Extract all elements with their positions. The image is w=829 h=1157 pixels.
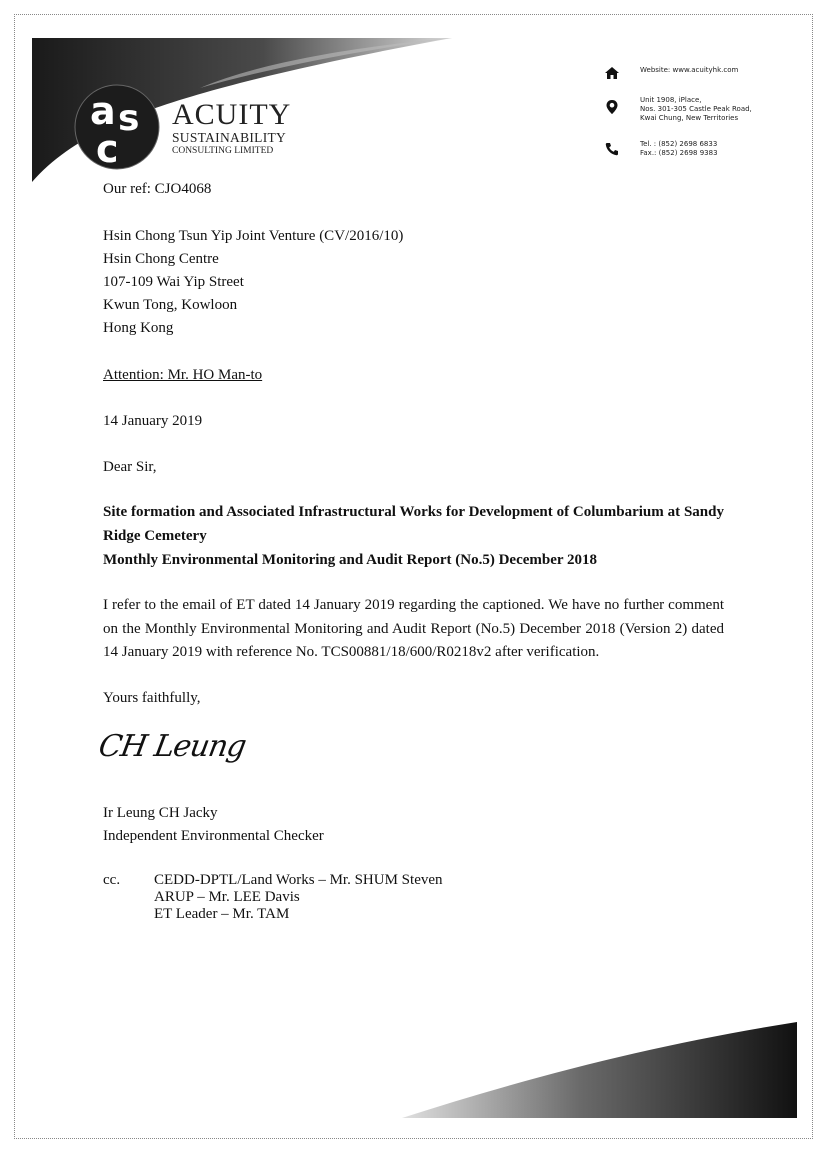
closing: Yours faithfully,	[103, 690, 201, 706]
home-icon	[604, 66, 620, 80]
svg-text:s: s	[118, 98, 140, 139]
company-name-line1: ACUITY	[172, 98, 292, 131]
recipient-line-5: Hong Kong	[103, 320, 174, 336]
address-line-2: Nos. 301-305 Castle Peak Road,	[640, 105, 752, 113]
subject-heading-report: Monthly Environmental Monitoring and Audit Report (No.5) December 2018	[103, 552, 598, 568]
cc-label: cc.	[103, 872, 121, 888]
company-name-line3: CONSULTING LIMITED	[172, 146, 274, 156]
fax-text: Fax.: (852) 2698 9383	[640, 149, 718, 157]
company-name-line2: SUSTAINABILITY	[172, 130, 287, 145]
svg-text:c: c	[96, 127, 119, 170]
recipient-line-2: Hsin Chong Centre	[103, 251, 219, 267]
website-text: Website: www.acuityhk.com	[640, 66, 739, 74]
cc-recipient-3: ET Leader – Mr. TAM	[154, 906, 290, 922]
recipient-line-3: 107-109 Wai Yip Street	[103, 274, 244, 290]
svg-text:a: a	[90, 89, 116, 133]
address-line-3: Kwai Chung, New Territories	[640, 114, 739, 122]
signer-title: Independent Environmental Checker	[103, 828, 324, 844]
company-logo	[74, 84, 160, 170]
telephone-text: Tel. : (852) 2698 6833	[640, 140, 718, 148]
attention-line: Attention: Mr. HO Man-to	[103, 367, 263, 383]
cc-recipient-2: ARUP – Mr. LEE Davis	[154, 889, 300, 905]
signer-name: Ir Leung CH Jacky	[103, 805, 218, 821]
letter-date: 14 January 2019	[103, 413, 203, 429]
location-pin-icon	[604, 99, 620, 115]
phone-icon	[604, 142, 620, 156]
address-line-1: Unit 1908, iPlace,	[640, 96, 702, 104]
recipient-line-1: Hsin Chong Tsun Yip Joint Venture (CV/2016/10)	[103, 228, 404, 244]
salutation: Dear Sir,	[103, 459, 157, 475]
letter-body: I refer to the email of ET dated 14 January 2019 regarding the captioned. We have no further comment on the Monthly Environmental Monitoring and Audit Report (No.5) December 2018 (Version 2) dated 14 January 2019 with reference No. TCS00881/18/600/R0218v2 after verification.	[103, 597, 724, 660]
company-name	[172, 100, 291, 157]
handwritten-signature: CH Leung	[95, 729, 249, 764]
recipient-line-4: Kwun Tong, Kowloon	[103, 297, 238, 313]
cc-recipient-1: CEDD-DPTL/Land Works – Mr. SHUM Steven	[154, 872, 443, 888]
our-reference: Our ref: CJO4068	[103, 181, 212, 197]
subject-heading: Site formation and Associated Infrastructural Works for Development of Columbarium at Sandy Ridge Cemetery	[103, 504, 724, 544]
